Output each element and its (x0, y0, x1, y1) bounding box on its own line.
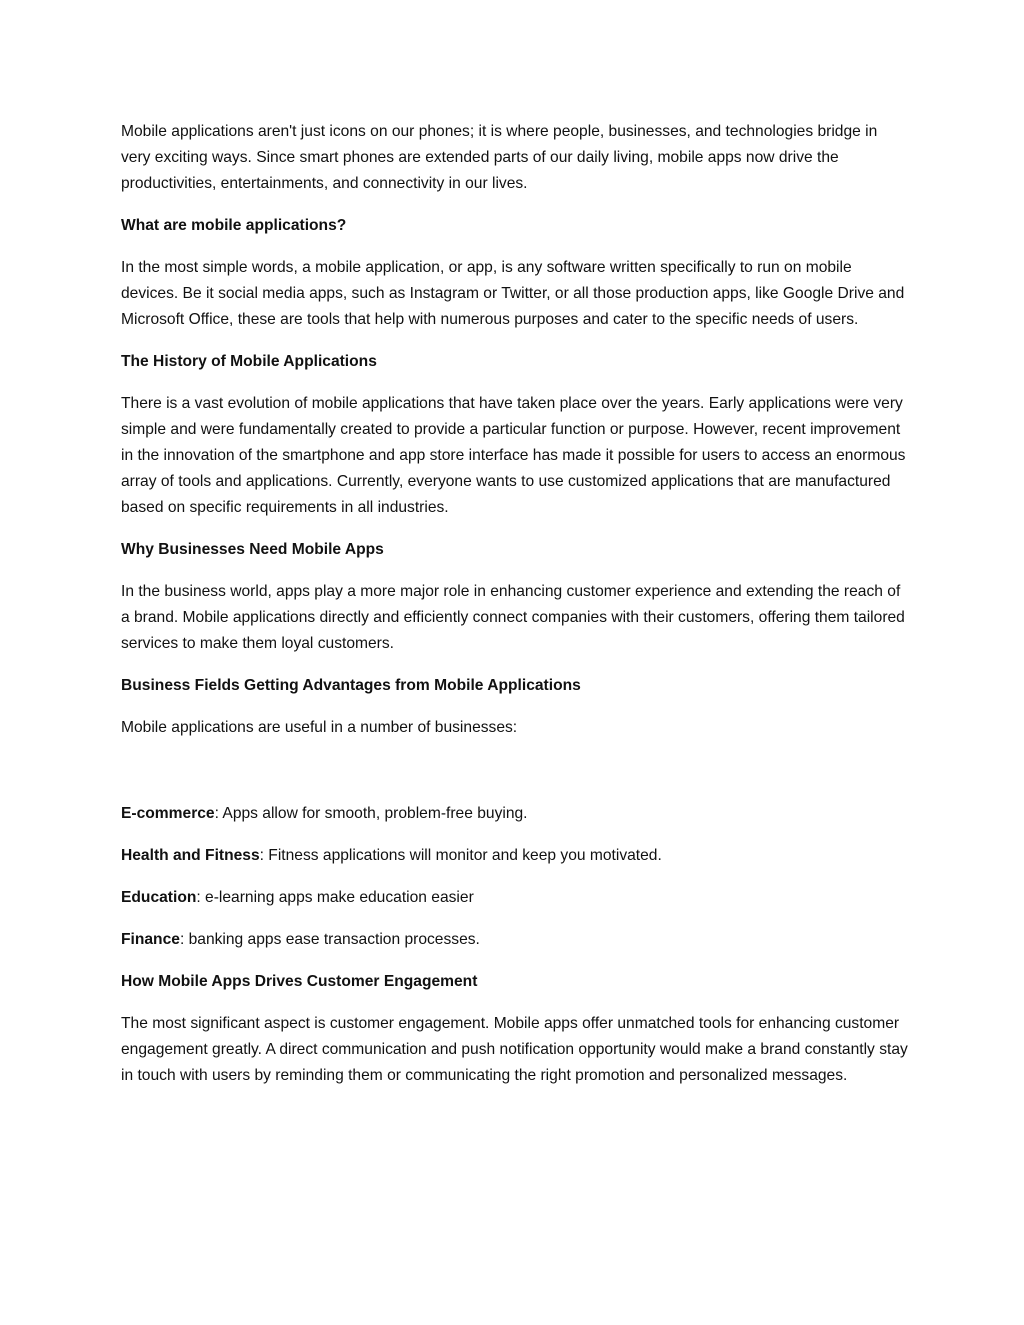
field-item-education (121, 885, 911, 911)
field-item-ecommerce (121, 801, 911, 827)
field-term: Finance (121, 931, 180, 948)
field-item-finance (121, 927, 911, 953)
section-heading-engagement: How Mobile Apps Drives Customer Engagement (121, 973, 478, 990)
section-heading-what-are-apps: What are mobile applications? (121, 217, 347, 234)
field-description: : Fitness applications will monitor and keep you motivated. (259, 847, 662, 864)
section-body-what-are-apps: In the most simple words, a mobile application, or app, is any software written specifically to run on mobile devices. Be it social media apps, such as Instagram or Twitter, or all those production apps, like Google Drive and Microsoft Office, these are tools that help with numerous purposes and cater to the specific needs of users. (121, 259, 905, 328)
section-body-business-fields: Mobile applications are useful in a number of businesses: (121, 719, 518, 736)
field-description: : e-learning apps make education easier (196, 889, 474, 906)
section-body-history: There is a vast evolution of mobile applications that have taken place over the years. Early applications were very simple and were fundamentally created to provide a particular function or purpose. However, recent improvement in the innovation of the smartphone and app store interface has made it possible for users to access an enormous array of tools and applications. Currently, everyone wants to use customized applications that are manufactured based on specific requirements in all industries. (121, 395, 906, 516)
field-term: Health and Fitness (121, 847, 260, 864)
field-term: E-commerce (121, 805, 215, 822)
field-item-health-fitness (121, 843, 911, 869)
section-body-why-businesses: In the business world, apps play a more major role in enhancing customer experience and extending the reach of a brand. Mobile applications directly and efficiently connect companies with their customers, offering them tailored services to make them loyal customers. (121, 583, 905, 652)
document-page (121, 119, 911, 1105)
intro-paragraph: Mobile applications aren't just icons on our phones; it is where people, businesses, and technologies bridge in very exciting ways. Since smart phones are extended parts of our daily living, mobile apps now drive the productivities, entertainments, and connectivity in our lives. (121, 123, 878, 192)
section-heading-why-businesses: Why Businesses Need Mobile Apps (121, 541, 384, 558)
section-body-engagement: The most significant aspect is customer engagement. Mobile apps offer unmatched tools for enhancing customer engagement greatly. A direct communication and push notification opportunity would make a brand constantly stay in touch with users by reminding them or communicating the right promotion and personalized messages. (121, 1015, 908, 1084)
field-description: : Apps allow for smooth, problem-free buying. (214, 805, 528, 822)
blank-line (121, 757, 911, 801)
field-description: : banking apps ease transaction processes. (179, 931, 480, 948)
field-term: Education (121, 889, 197, 906)
section-heading-business-fields: Business Fields Getting Advantages from Mobile Applications (121, 677, 581, 694)
section-heading-history: The History of Mobile Applications (121, 353, 377, 370)
